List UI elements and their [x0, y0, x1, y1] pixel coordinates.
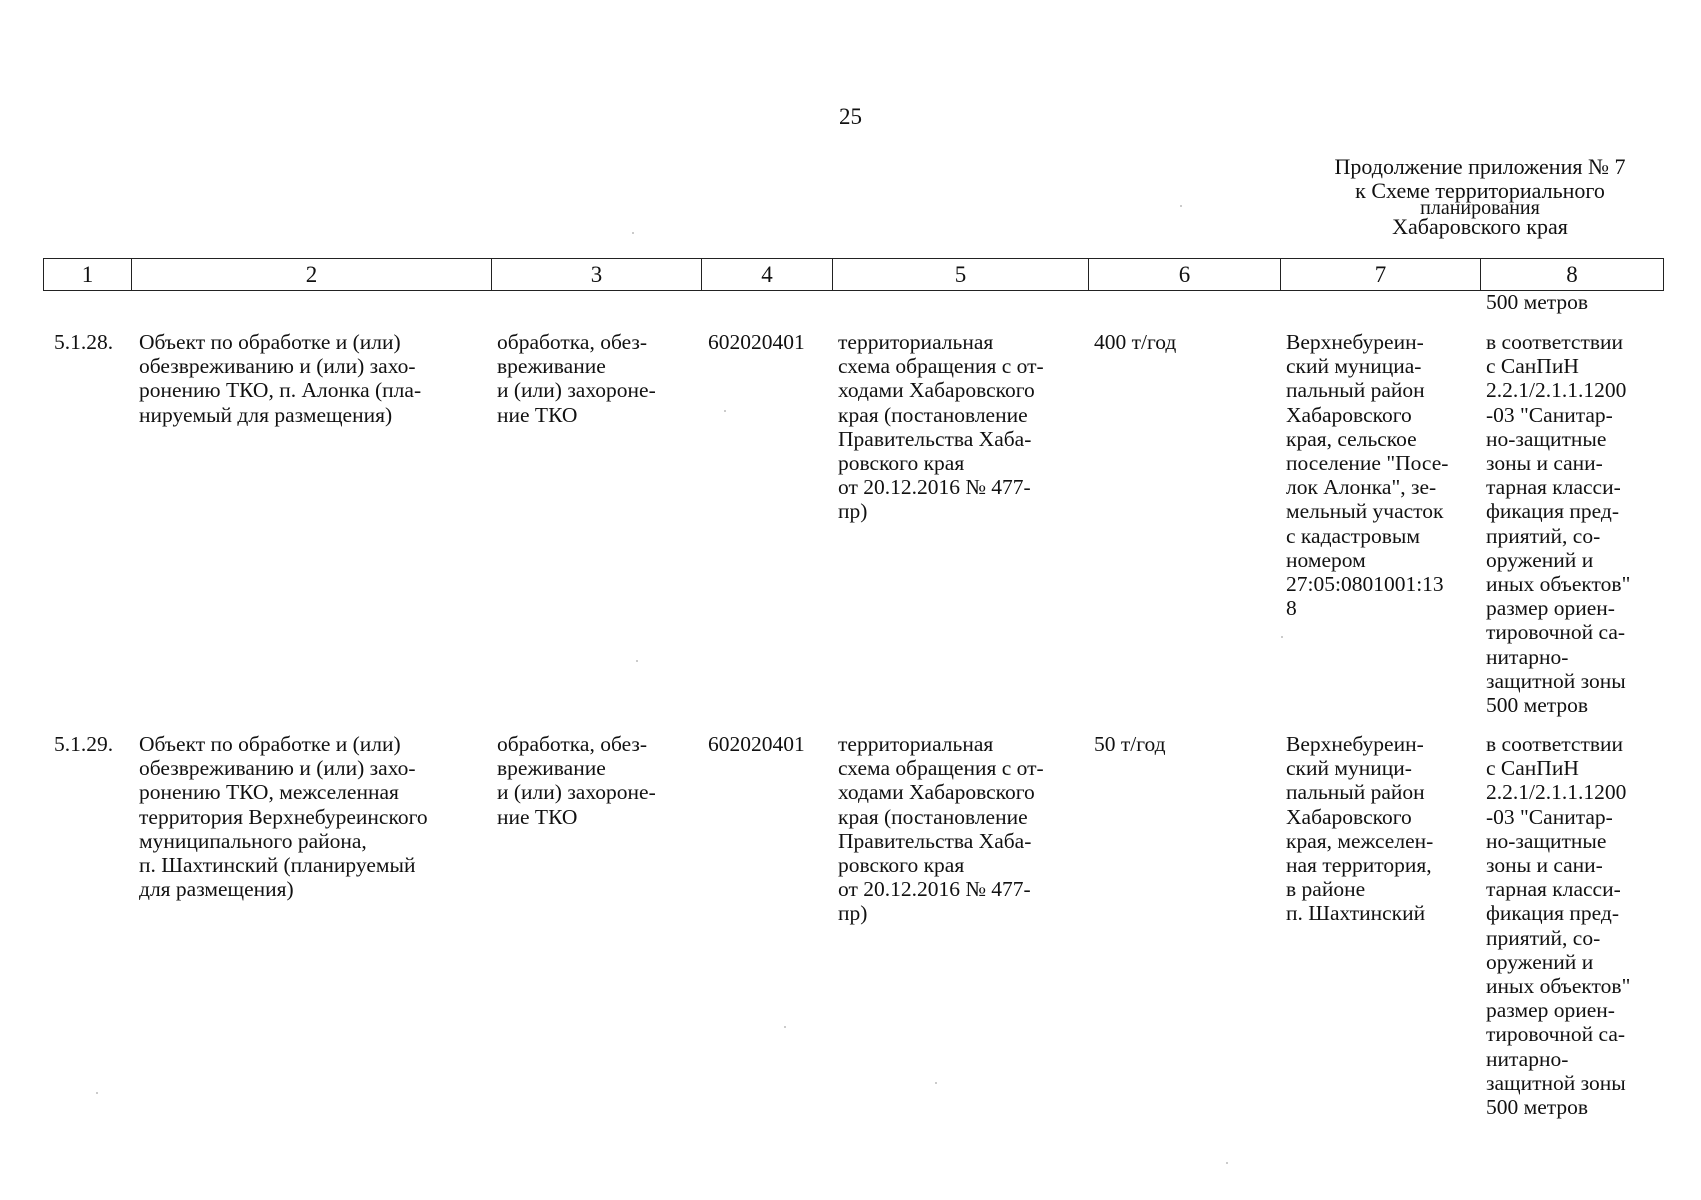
scan-speck: [724, 410, 726, 412]
object-code: 602020401: [708, 330, 805, 354]
object-capacity: 400 т/год: [1094, 330, 1177, 354]
row-number: 5.1.28.: [54, 330, 114, 354]
carryover-zone-text: 500 метров: [1486, 290, 1589, 314]
scan-speck: [632, 232, 634, 234]
scan-speck: [636, 660, 638, 662]
header-col-5: 5: [833, 259, 1089, 291]
appendix-title-line-2: к Схеме территориального: [1355, 178, 1605, 203]
sanitary-zone: в соответствии с СанПиН 2.2.1/2.1.1.1200 -03 "Санитар- но-защитные зоны и сани- тарная класси- фикация пред- приятий, со- оружений и иных объектов" размер ориен- тировочной са- нитарно- защитной зоны 500 метров: [1486, 330, 1631, 718]
object-basis: территориальная схема обращения с от- ходами Хабаровского края (постановление Правительства Хаба- ровского края от 20.12.2016 № 477- пр): [838, 732, 1044, 926]
scan-speck: [1226, 1162, 1228, 1164]
header-col-4: 4: [702, 259, 833, 291]
column-number-header: [43, 258, 1664, 291]
object-basis: территориальная схема обращения с от- ходами Хабаровского края (постановление Правительства Хаба- ровского края от 20.12.2016 № 477- пр): [838, 330, 1044, 524]
object-purpose: обработка, обез- вреживание и (или) захороне- ние ТКО: [497, 732, 656, 829]
sanitary-zone: в соответствии с СанПиН 2.2.1/2.1.1.1200 -03 "Санитар- но-защитные зоны и сани- тарная класси- фикация пред- приятий, со- оружений и иных объектов" размер ориен- тировочной са- нитарно- защитной зоны 500 метров: [1486, 732, 1631, 1120]
scan-speck: [1281, 636, 1283, 638]
scan-speck: [784, 1026, 786, 1028]
header-col-6: 6: [1089, 259, 1281, 291]
scan-speck: [935, 1082, 937, 1084]
scan-speck: [1180, 205, 1182, 207]
appendix-title-line-3: планирования: [1420, 197, 1540, 219]
object-location: Верхнебуреин- ский муници- пальный район Хабаровского края, межселен- ная территория, в районе п. Шахтинский: [1286, 732, 1434, 926]
object-location: Верхнебуреин- ский мунициа- пальный район Хабаровского края, сельское поселение "Посе- лок Алонка", зе- мельный участок с кадастровым номером 27:05:0801001:13 8: [1286, 330, 1449, 621]
object-name: Объект по обработке и (или) обезвреживанию и (или) захо- ронению ТКО, межселенная территория Верхнебуреинского муниципального района, п. Шахтинский (планируемый для размещения): [139, 732, 428, 902]
row-number: 5.1.29.: [54, 732, 114, 756]
page-number: 25: [839, 104, 862, 129]
header-col-3: 3: [492, 259, 702, 291]
object-purpose: обработка, обез- вреживание и (или) захороне- ние ТКО: [497, 330, 656, 427]
scan-speck: [96, 1092, 98, 1094]
appendix-title-line-1: Продолжение приложения № 7: [1334, 154, 1626, 179]
appendix-title: [1300, 153, 1660, 237]
header-col-7: 7: [1281, 259, 1481, 291]
object-capacity: 50 т/год: [1094, 732, 1166, 756]
header-col-1: 1: [44, 259, 132, 291]
object-name: Объект по обработке и (или) обезвреживанию и (или) захо- ронению ТКО, п. Алонка (пла- нируемый для размещения): [139, 330, 422, 427]
object-code: 602020401: [708, 732, 805, 756]
header-col-8: 8: [1481, 259, 1664, 291]
header-col-2: 2: [132, 259, 492, 291]
appendix-title-line-4: Хабаровского края: [1392, 214, 1568, 239]
